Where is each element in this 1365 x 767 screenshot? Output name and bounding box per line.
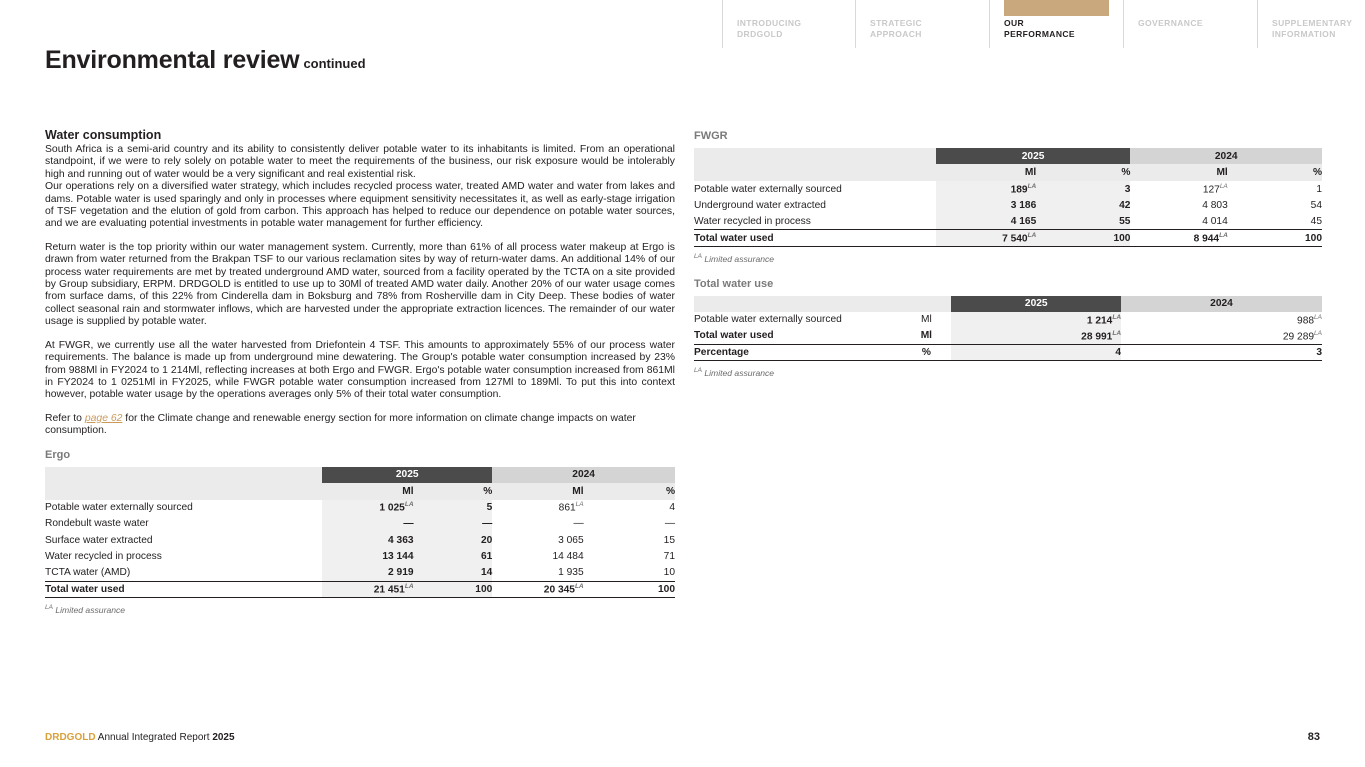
row-label: Percentage (694, 344, 901, 360)
row-2025-pct: 61 (414, 548, 493, 564)
row-2025-pct: — (414, 516, 493, 532)
limited-assurance-marker: LA (1027, 231, 1037, 239)
fwgr-water-table (694, 148, 1322, 247)
limited-assurance-marker: LA (1314, 329, 1322, 337)
limited-assurance-marker: LA (1027, 182, 1037, 190)
row-2024-pct: 54 (1310, 199, 1322, 211)
row-label: Total water used (694, 330, 774, 342)
row-label: TCTA water (AMD) (45, 567, 131, 579)
table-row (45, 565, 675, 581)
nav-item-line2: INFORMATION (1272, 29, 1336, 39)
right-column (694, 130, 1322, 378)
table-heading-ergo: Ergo (45, 448, 71, 461)
row-2025-ml: 21 $451^{LA}$ (322, 581, 413, 597)
header-unit-2025-pct: % (414, 483, 493, 500)
row-2025-ml: 1 $025^{LA}$ (322, 500, 413, 516)
row-label: Surface water extracted (45, 534, 153, 546)
header-unit-2024-ml: Ml (492, 483, 583, 500)
row-2024-ml: $861^{LA}$ (558, 501, 584, 514)
row-2024-value: 3 (1121, 344, 1322, 360)
row-2025-pct: 42 (1036, 197, 1130, 213)
footnote-text: Limited assurance (55, 604, 126, 615)
row-2025-ml: 4 165 (936, 214, 1036, 230)
table-row (694, 197, 1322, 213)
row-2024-ml: 1 935 (558, 567, 584, 579)
row-2025-ml: $189^{LA}$ (936, 181, 1036, 197)
page-62-link[interactable]: page 62 (84, 412, 123, 424)
limited-assurance-marker: LA (575, 501, 584, 509)
nav-item-line2: DRDGOLD (737, 29, 783, 39)
row-2025-pct: 55 (1036, 214, 1130, 230)
row-label: Potable water externally sourced (694, 314, 842, 326)
limited-assurance-marker: LA (1219, 182, 1228, 190)
header-unit-2024-pct: % (584, 483, 675, 500)
nav-item-our-performance[interactable] (990, 0, 1124, 48)
row-label: Potable water externally sourced (694, 183, 842, 195)
header-year-2024: 2024 (1121, 296, 1322, 312)
row-2025-value: 4 (951, 344, 1121, 360)
page-number: 83 (1307, 731, 1320, 743)
row-2024-value: $988^{LA}$ (1297, 313, 1322, 326)
nav-item-introducing-drdgold[interactable] (722, 0, 856, 48)
total-water-table-wrap (694, 296, 1322, 378)
row-2024-ml: — (573, 518, 584, 530)
table-header-units (694, 164, 1322, 181)
nav-item-line1: STRATEGIC (870, 18, 923, 28)
fwgr-footnote (694, 253, 1322, 264)
table-heading-fwgr: FWGR (694, 130, 728, 142)
table-heading-total-water-use: Total water use (694, 277, 774, 290)
fwgr-table-wrap (694, 148, 1322, 264)
section-heading-water-consumption: Water consumption (45, 128, 162, 142)
row-2024-value: 29 $289^{LA}$ (1282, 329, 1322, 342)
limited-assurance-marker: LA (404, 501, 414, 509)
total-water-use-table (694, 296, 1322, 361)
row-2025-pct: 3 (1036, 181, 1130, 197)
table-header-years (694, 148, 1322, 164)
table-row (694, 181, 1322, 197)
header-spacer (694, 148, 936, 164)
table-row (45, 500, 675, 516)
footer-left (45, 732, 235, 743)
table-header-years (694, 296, 1322, 312)
footer-brand: DRDGOLD (45, 732, 96, 743)
header-year-2025: 2025 (951, 296, 1121, 312)
row-2025-ml: 2 919 (322, 565, 413, 581)
header-unit-spacer (45, 483, 322, 500)
limited-assurance-marker: LA (1112, 313, 1122, 321)
row-2024-ml: 3 065 (558, 534, 584, 546)
footnote-marker: LA (694, 366, 702, 374)
nav-item-line1: INTRODUCING (737, 18, 802, 28)
row-2025-pct: 20 (414, 532, 493, 548)
row-2024-pct: 10 (663, 567, 675, 579)
row-2025-ml: 3 186 (936, 197, 1036, 213)
header-year-2024: 2024 (492, 467, 675, 483)
limited-assurance-marker: LA (574, 582, 584, 590)
paragraph-1: South Africa is a semi-arid country and its ability to consistently deliver potable water to its inhabitants is limited. From an operational standpoint, if we were to rely solely on potable water to meet the requirements of the business, our risk exposure would be intolerably high and running out of water would be a very significant and real existential risk. (45, 144, 675, 180)
paragraph-2: Our operations rely on a diversified water strategy, which includes recycled process water, treated AMD water and water from lakes and dams. Potable water is used sparingly and only in processes where equipment sensitivity necessitates it, as well as early-stage irrigation of TSF vegetation and the elution of gold from carbon. This approach has helped to reduce our dependence on potable water sources, and we are evaluating potential investments in potable water management for further efficiency. (45, 181, 675, 230)
row-2024-pct: — (664, 518, 675, 530)
section-nav (722, 0, 1365, 48)
paragraph-4: At FWGR, we currently use all the water harvested from Driefontein 4 TSF. This amounts to approximately 55% of our process water requirements. The balance is made up from underground mine dewatering. The Group's potable water consumption increased by 23% from 988Ml in FY2024 to 1 214Ml, reflecting increases at both Ergo and FWGR. Ergo's potable water consumption increased from 861Ml in FY2024 to 1 0251Ml in FY2025, while FWGR potable water consumption increased from 127Ml to 189Ml. To put this into context however, potable water usage by the operations averages only 5% of their total water consumption. (45, 339, 675, 401)
header-unit-2025-ml: Ml (322, 483, 413, 500)
row-2024-pct: 71 (663, 551, 675, 563)
nav-item-strategic-approach[interactable] (856, 0, 990, 48)
table-header-years (45, 467, 675, 483)
limited-assurance-marker: LA (1219, 231, 1228, 239)
row-label: Total water used (45, 581, 322, 597)
row-2025-ml: 13 144 (322, 548, 413, 564)
row-2024-pct: 15 (663, 534, 675, 546)
row-2025-value: 1 $214^{LA}$ (951, 312, 1121, 328)
row-2024-ml: $127^{LA}$ (1202, 182, 1228, 196)
row-2025-pct: 100 (1036, 230, 1130, 246)
row-unit: Ml (920, 314, 932, 326)
table-row (45, 548, 675, 564)
footnote-text: Limited assurance (704, 367, 775, 378)
refer-note (45, 413, 675, 438)
footer-year: 2025 (212, 732, 235, 743)
header-unit-spacer (694, 164, 936, 181)
nav-item-line2: PERFORMANCE (1004, 29, 1075, 39)
header-unit-2024-pct: % (1228, 164, 1322, 181)
row-2024-ml: 8 $944^{LA}$ (1130, 230, 1227, 246)
row-2025-pct: 14 (414, 565, 493, 581)
table-header-units (45, 483, 675, 500)
ergo-water-table (45, 467, 675, 598)
table-row (694, 312, 1322, 328)
row-2024-ml: 14 484 (552, 551, 584, 563)
header-year-2024: 2024 (1130, 148, 1322, 164)
nav-item-governance[interactable] (1124, 0, 1258, 48)
footnote-marker: LA (694, 252, 702, 260)
row-2024-ml: 4 803 (1202, 199, 1228, 211)
header-spacer (694, 296, 951, 312)
page-footer (45, 731, 1320, 743)
header-spacer (45, 467, 322, 483)
row-2025-pct: 5 (414, 500, 493, 516)
nav-item-line2: APPROACH (870, 29, 922, 39)
left-column (45, 128, 675, 615)
row-label: Rondebult waste water (45, 518, 149, 530)
ergo-footnote (45, 604, 675, 615)
row-2024-pct: 1 (1316, 183, 1322, 195)
row-2025-ml: 7 $540^{LA}$ (936, 230, 1036, 246)
row-2025-ml: 4 363 (322, 532, 413, 548)
table-row-total (694, 344, 1322, 360)
table-row (45, 532, 675, 548)
page-title (45, 46, 366, 75)
limited-assurance-marker: LA (1314, 313, 1322, 321)
header-year-2025: 2025 (322, 467, 492, 483)
footnote-marker: LA (45, 603, 53, 611)
ergo-table-wrap (45, 467, 675, 615)
row-2024-pct: 100 (584, 581, 675, 597)
table-row (45, 516, 675, 532)
header-year-2025: 2025 (936, 148, 1131, 164)
row-unit: % (901, 344, 951, 360)
row-label: Water recycled in process (694, 215, 811, 227)
paragraph-3: Return water is the top priority within our water management system. Currently, more than 61% of all process water makeup at Ergo is drawn from water returned from the Brakpan TSF to our various reclamation sites by way of return-water dams. An additional 14% of our process water requirements are met by treated underground AMD water, sourced from a facility operated by the TCTA on a site provided by Group subsidiary, ERPM. DRDGOLD is entitled to use up to 30Ml of treated AMD water daily. Another 20% of our water usage comes from surface dams, of this 22% from Cinderella dam in Boksburg and 78% from Rosherville dam in City Deep. These bodies of water collect seasonal rain and stormwater inflows, which are harvested under the appropriate extraction licences. The remainder of our water usage is supplied by potable water. (45, 241, 675, 328)
refer-before: Refer to (45, 412, 85, 424)
nav-item-supplementary-information[interactable] (1258, 0, 1365, 48)
nav-item-line1: OUR (1004, 18, 1025, 28)
row-unit: Ml (920, 330, 933, 342)
table-row-total (45, 581, 675, 597)
total-water-footnote (694, 367, 1322, 378)
row-2025-pct: 100 (414, 581, 493, 597)
limited-assurance-marker: LA (404, 582, 414, 590)
row-2024-ml: 4 014 (1202, 215, 1228, 227)
row-label: Potable water externally sourced (45, 502, 193, 514)
row-label: Total water used (694, 230, 936, 246)
row-2024-ml: 20 $345^{LA}$ (492, 581, 583, 597)
footer-text: Annual Integrated Report (95, 732, 213, 743)
nav-item-line1: GOVERNANCE (1138, 18, 1203, 28)
refer-after: for the Climate change and renewable energy section for more information on climate change impacts on water consumption. (45, 412, 636, 437)
row-2025-value: 28 $991^{LA}$ (951, 328, 1121, 344)
footnote-text: Limited assurance (704, 253, 775, 264)
row-label: Water recycled in process (45, 551, 162, 563)
row-label: Underground water extracted (694, 199, 826, 211)
header-unit-2024-ml: Ml (1130, 164, 1227, 181)
header-unit-2025-pct: % (1036, 164, 1130, 181)
table-row-total (694, 230, 1322, 246)
row-2024-pct: 100 (1228, 230, 1322, 246)
page-title-continued: continued (303, 56, 366, 71)
nav-item-line1: SUPPLEMENTARY (1272, 18, 1353, 28)
row-2024-pct: 45 (1310, 215, 1322, 227)
table-row (694, 214, 1322, 230)
row-2025-ml: — (322, 516, 413, 532)
header-unit-2025-ml: Ml (936, 164, 1036, 181)
limited-assurance-marker: LA (1112, 329, 1122, 337)
page-title-main: Environmental review (45, 46, 300, 74)
row-2024-pct: 4 (669, 502, 675, 514)
table-row (694, 328, 1322, 344)
